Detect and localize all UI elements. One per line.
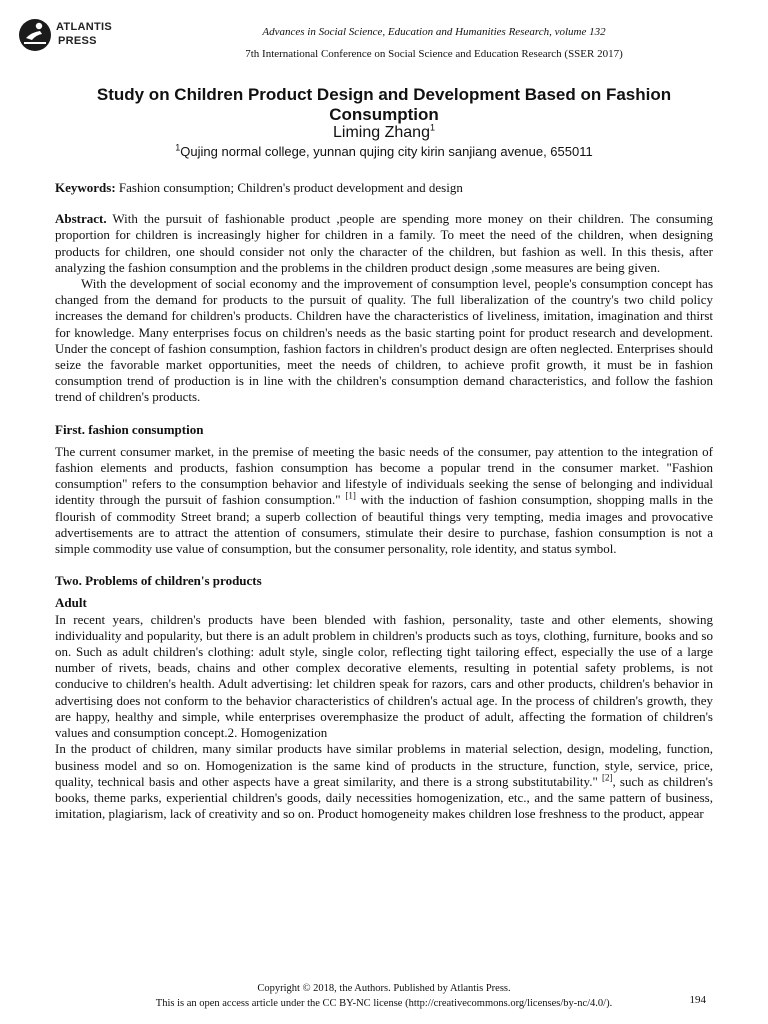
author-name: Liming Zhang (333, 124, 430, 141)
journal-header: Advances in Social Science, Education and Humanities Research, volume 132 (262, 26, 606, 38)
publisher-name-line1: ATLANTIS (56, 21, 112, 33)
abstract-paragraph (55, 211, 713, 276)
publisher-name (56, 20, 112, 48)
paper-body (55, 180, 713, 822)
publisher-logo (18, 18, 118, 54)
section1-paragraph (55, 444, 713, 557)
copyright-notice: Copyright © 2018, the Authors. Published by Atlantis Press. (257, 983, 511, 994)
affiliation-text: Qujing normal college, yunnan qujing city kirin sanjiang avenue, 655011 (180, 144, 593, 159)
atlantis-figure-icon (18, 18, 52, 52)
homogenization-text-a: In the product of children, many similar products have similar problems in material selection, design, modeling, function, business model and so on. Homogenization is the same kind of products in the structure, function, style, service, price, quality, technical basis and other aspects have a great similarity, and there is a strong substitutability." (55, 741, 713, 789)
keywords-text: Fashion consumption; Children's product development and design (118, 180, 463, 195)
page-number: 194 (689, 994, 706, 1006)
homogenization-text-b: , such as children's books, theme parks, experiential children's goods, daily necessities homogenization, etc., and the same pattern of business, imitation, plagiarism, lack of creativity and so on. Product homogeneity makes children lose freshness to the product, appear (55, 773, 713, 822)
citation-1: [1] (345, 491, 356, 502)
section1-text-a: The current consumer market, in the premise of meeting the basic needs of the consumer, pay attention to the integration of fashion elements and products, fashion consumption has become a popular trend in the consumer market. "Fashion consumption" refers to the consumption behavior and lifestyle of individuals seeking the sense of belonging and individual identity through the pursuit of fashion consumption." (55, 443, 713, 508)
author-affiliation (55, 144, 713, 159)
author-superscript: 1 (429, 122, 435, 133)
publisher-name-line2: PRESS (58, 35, 97, 47)
keywords-paragraph (55, 180, 713, 196)
section-heading-problems: Two. Problems of children's products (55, 573, 262, 589)
affiliation-superscript: 1 (175, 142, 181, 153)
conference-header: 7th International Conference on Social Science and Education Research (SSER 2017) (245, 48, 623, 60)
abstract-label: Abstract. (55, 211, 107, 227)
section1-text-b: with the induction of fashion consumption, shopping malls in the flourish of commodity Street brand; a superb collection of beautiful things very tempting, media images and provocative advertisements are to attract the attention of consumers, stimulate their desire to purchase, fashion consumption is not a simple commodity use value of consumption, but the consumer personality, role identity, and status symbol. (55, 492, 713, 557)
keywords-label: Keywords: (55, 180, 116, 195)
section-heading-fashion-consumption: First. fashion consumption (55, 421, 204, 437)
paper-author (55, 124, 713, 142)
intro-paragraph: With the development of social economy and the improvement of consumption level, people's consumption concept has changed from the demand for products to the pursuit of quality. The full liberalization of the country's two child policy increases the demand for children's products. Children have the characteristics of liveliness, imitation, imagination and thirst for knowledge. Many enterprises focus on children's needs as the basic starting point for product research and development. Under the concept of fashion consumption, fashion factors in children's product design are often neglected. Enterprises should seize the favorable market opportunities, meet the needs of children, to achieve profit growth, it must be in fashion consumption trend of production is in line with the children's consumption demand characteristics, and follow the fashion trend of children's products. (55, 276, 713, 405)
adult-paragraph: In recent years, children's products have been blended with fashion, personality, taste and other elements, showing individuality and popularity, but there is an adult problem in children's products such as toys, clothing, furniture, books and so on. Such as adult children's clothing: adult style, single color, reflecting tight tailoring effect, especially the use of a large number of rivets, beads, chains and other complex decorative elements, resulting in potential safety problems, is not conducive to children's health. Adult advertising: let children speak for razors, cars and other products, children's behavior in advertising does not conform to the behavior characteristics of children's actual age. In the process of children's growth, they are happy, healthy and simple, while enterprises overemphasize the product of adult, affecting the formation of children's values and consumption concept.2. Homogenization (55, 611, 713, 741)
homogenization-paragraph (55, 741, 713, 822)
paper-title: Study on Children Product Design and Development Based on Fashion Consumption (96, 85, 672, 124)
abstract-text: With the pursuit of fashionable product ,people are spending more money on their children. The consuming proportion for children is increasingly higher for children in a family. To meet the need of the children, when designing products for children, one should consider not only the character of the children, but fashion as well. In this thesis, after analyzing the fashion consumption and the problems in the children product design ,some measures are being given. (55, 211, 713, 275)
license-notice: This is an open access article under the CC BY-NC license (http://creativecommons.org/licenses/by-nc/4.0/). (155, 998, 613, 1009)
citation-2: [2] (601, 772, 613, 783)
subsection-heading-adult: Adult (55, 595, 87, 611)
